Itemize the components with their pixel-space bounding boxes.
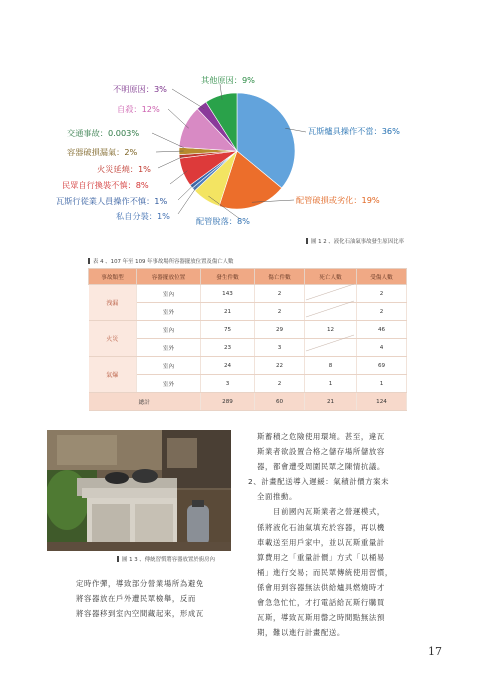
cell: 室外 — [137, 303, 201, 321]
text-line: 目前國內瓦斯業者之營運模式， — [273, 507, 385, 517]
pie-leader-line — [178, 186, 197, 214]
cell: 22 — [255, 357, 305, 375]
pie-leader-line — [172, 89, 204, 109]
text-line: 斯蓄積之危險使用環境。甚至，違瓦 — [257, 432, 385, 441]
header-deaths: 死亡人數 — [305, 269, 357, 285]
group-explosion: 氣爆 — [89, 357, 137, 393]
header-position: 容器擺放位置 — [137, 269, 201, 285]
empty-cell — [305, 303, 357, 321]
pie-label-self-change: 民眾自行換裝不慎：8% — [62, 180, 149, 190]
cell: 23 — [201, 339, 255, 357]
table-row — [89, 357, 407, 375]
pie-label-fire-spread: 火災延燒：1% — [97, 164, 151, 174]
cell: 8 — [305, 357, 357, 375]
cell: 75 — [201, 321, 255, 339]
cell: 12 — [305, 321, 357, 339]
cell: 2 — [255, 375, 305, 393]
kitchen-photo — [47, 430, 231, 551]
cell: 2 — [357, 285, 407, 303]
pie-label-pipe-damage: 配管破損或劣化：19% — [296, 195, 380, 205]
text-line: 係將液化石油氣填充於容器，再以機 — [257, 522, 385, 532]
pie-leader-line — [178, 184, 195, 200]
pie-label-pipe-off: 配管脫落：8% — [196, 216, 250, 226]
pie-label-suicide: 自殺：12% — [117, 104, 160, 114]
table-row — [89, 339, 407, 357]
header-type: 事故類型 — [89, 269, 137, 285]
pie-label-container-leak: 容器破損漏氣：2% — [67, 147, 138, 157]
cell: 室內 — [137, 357, 201, 375]
total-cell: 60 — [255, 393, 305, 411]
pie-label-repack: 私自分裝：1% — [116, 211, 170, 221]
page-number: 17 — [428, 645, 442, 658]
left-column-text — [76, 576, 204, 621]
cell: 1 — [305, 375, 357, 393]
pie-label-stove-misuse: 瓦斯爐具操作不當：36% — [308, 126, 400, 136]
table-row — [89, 303, 407, 321]
empty-cell — [305, 339, 357, 357]
total-cell: 21 — [305, 393, 357, 411]
cell: 2 — [255, 303, 305, 321]
cell: 24 — [201, 357, 255, 375]
total-row — [89, 393, 407, 411]
total-label: 總計 — [89, 393, 201, 411]
cell: 室外 — [137, 375, 201, 393]
cell: 3 — [255, 339, 305, 357]
right-column-text — [248, 429, 393, 640]
text-line: 期，難以進行計畫配送。 — [257, 628, 345, 638]
total-cell: 289 — [201, 393, 255, 411]
accident-table — [88, 268, 407, 411]
table-row — [89, 375, 407, 393]
pie-label-unknown: 不明原因：3% — [113, 84, 167, 94]
pie-label-traffic: 交通事故：0.003% — [67, 128, 140, 138]
cell: 46 — [357, 321, 407, 339]
text-line: 全面推動。 — [257, 492, 297, 502]
text-line: 2、計畫配送導入遲緩：氣積計價方案未 — [248, 477, 390, 487]
text-line: 將容器放在戶外遭民眾檢舉，反而 — [76, 594, 196, 604]
cell: 143 — [201, 285, 255, 303]
figure-13-caption-text: 圖 1 3 、傳統習慣將容器放置於廚房內 — [122, 557, 215, 563]
table-4-caption — [88, 257, 233, 265]
cell: 4 — [357, 339, 407, 357]
pie-leader-line — [170, 171, 187, 184]
cell: 1 — [357, 375, 407, 393]
figure-12-caption — [306, 237, 404, 245]
cell: 3 — [201, 375, 255, 393]
table-row — [89, 285, 407, 303]
figure-12-caption-text: 圖 1 2 、液化石油氣事故發生原因比率 — [311, 239, 404, 245]
group-leak: 洩漏 — [89, 285, 137, 321]
text-line: 車載送至用戶家中，並以瓦斯重量計 — [257, 537, 385, 547]
pie-leader-line — [168, 109, 189, 128]
group-fire: 火災 — [89, 321, 137, 357]
cell: 室內 — [137, 285, 201, 303]
empty-cell — [305, 285, 357, 303]
pie-label-staff: 瓦斯行從業人員操作不慎：1% — [56, 196, 168, 206]
header-incidents: 發生件數 — [201, 269, 255, 285]
cell: 2 — [357, 303, 407, 321]
cell: 2 — [255, 285, 305, 303]
cell: 室內 — [137, 321, 201, 339]
text-line: 器，都會遭受周圍民眾之陳情抗議。 — [257, 462, 385, 472]
header-injuries: 受傷人數 — [357, 269, 407, 285]
figure-13-caption — [117, 555, 215, 563]
text-line: 會急急忙忙，才打電話給瓦斯行購買 — [257, 598, 385, 608]
text-line: 係會用到容器無法供給爐具燃燒時才 — [257, 582, 385, 592]
cell: 21 — [201, 303, 255, 321]
text-line: 算費用之「重量計價」方式「以桶易 — [257, 552, 385, 562]
table-row — [89, 321, 407, 339]
text-line: 定時作彈，導致部分營業場所為避免 — [76, 579, 204, 588]
cell: 69 — [357, 357, 407, 375]
text-line: 桶」進行交易；而民眾傳統使用習慣， — [257, 567, 393, 577]
pie-label-other: 其他原因：9% — [201, 75, 255, 85]
table-header-row — [89, 269, 407, 285]
cell: 室外 — [137, 339, 201, 357]
text-line: 斯業者欲設置合格之儲存場所儲放容 — [257, 447, 385, 457]
table-4-caption-text: 表 4 、107 年至 109 年事故場所容器擺放位置及傷亡人數 — [93, 259, 234, 265]
pie-leader-line — [152, 133, 184, 148]
text-line: 將容器移到室內空間藏起來，形成瓦 — [76, 609, 204, 619]
header-casualty-cases: 傷亡件數 — [255, 269, 305, 285]
text-line: 瓦斯，導致瓦斯用罄之時間點無法預 — [257, 613, 385, 623]
cell: 29 — [255, 321, 305, 339]
total-cell: 124 — [357, 393, 407, 411]
